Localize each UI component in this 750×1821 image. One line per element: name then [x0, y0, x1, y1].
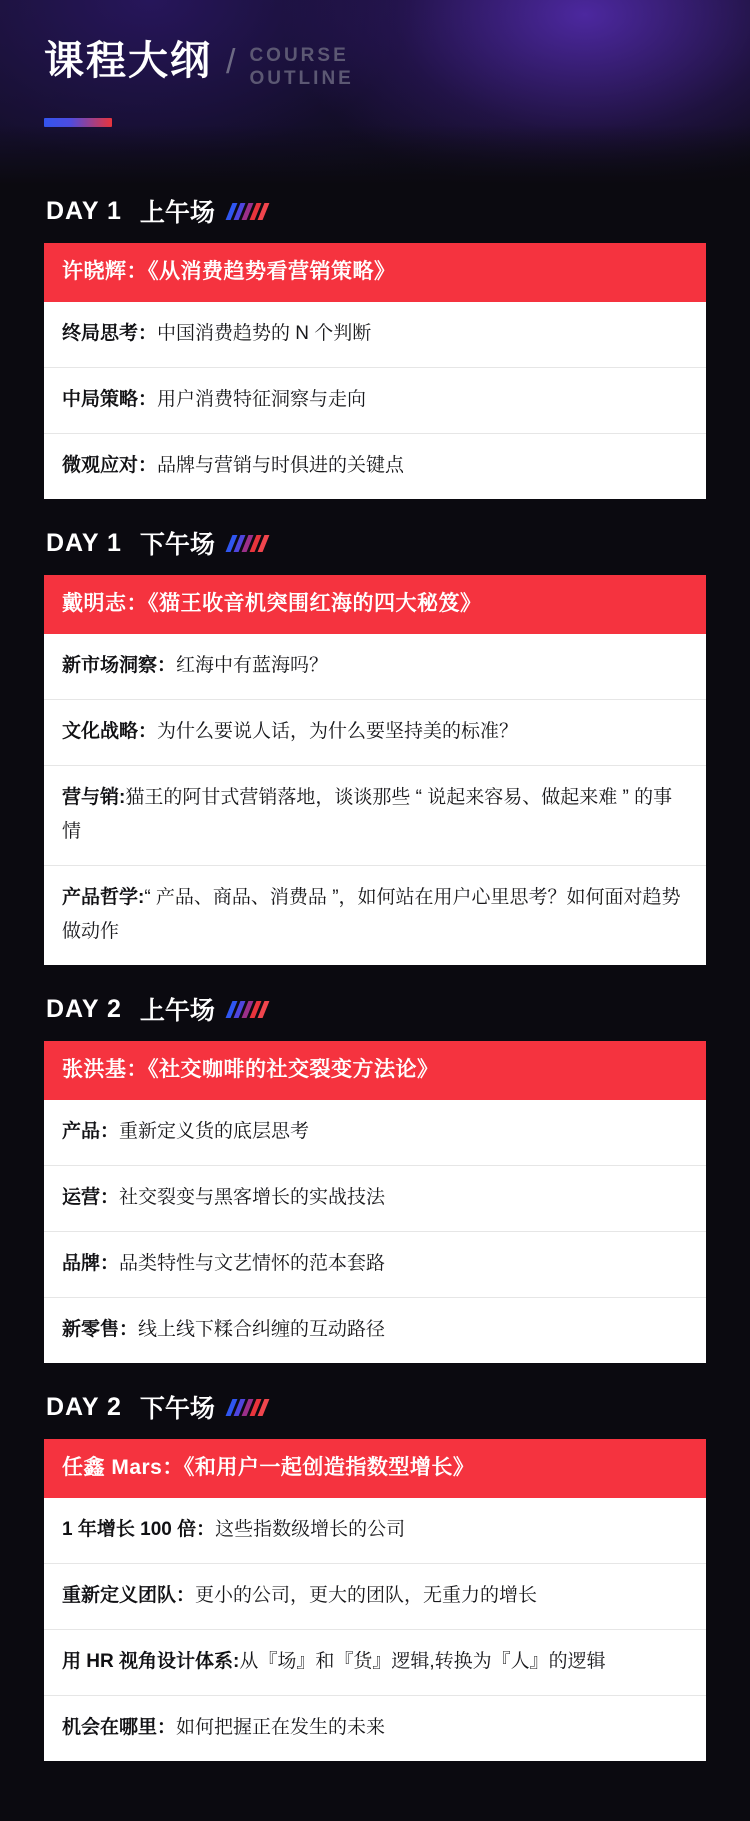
row-label: 新市场洞察： — [62, 655, 177, 676]
day-session: 下午场 — [139, 531, 215, 559]
row-text: “ 产品、商品、消费品 ”，如何站在用户心里思考？如何面对趋势做动作 — [62, 887, 681, 942]
day-heading — [44, 193, 706, 229]
row-label: 运营： — [62, 1187, 120, 1208]
outline-content — [0, 193, 750, 1821]
row-text: 重新定义货的底层思考 — [119, 1121, 310, 1142]
row-label: 中局策略： — [62, 389, 158, 410]
day-heading — [44, 525, 706, 561]
table-row — [44, 1232, 706, 1298]
row-label: 机会在哪里： — [62, 1717, 177, 1738]
row-text: 用户消费特征洞察与走向 — [157, 389, 367, 410]
page-title-english — [249, 38, 353, 90]
table-row — [44, 1630, 706, 1696]
table-row — [44, 1166, 706, 1232]
section-day1-morning — [44, 193, 706, 499]
page-header — [0, 0, 750, 185]
table-row — [44, 302, 706, 368]
table-row — [44, 1100, 706, 1166]
session-card — [44, 1439, 706, 1761]
header-title-group — [44, 38, 354, 90]
day-label: DAY 1 — [46, 528, 122, 557]
row-label: 文化战略： — [62, 721, 158, 742]
slash-accent-icon — [229, 202, 269, 220]
day-heading — [44, 991, 706, 1027]
row-label: 产品： — [62, 1121, 120, 1142]
table-row — [44, 634, 706, 700]
session-card-title: 戴明志：《猫王收音机突围红海的四大秘笈》 — [44, 575, 706, 634]
table-row — [44, 766, 706, 866]
row-label: 微观应对： — [62, 455, 158, 476]
title-underline-accent — [44, 118, 112, 127]
session-card-title: 张洪基：《社交咖啡的社交裂变方法论》 — [44, 1041, 706, 1100]
table-row — [44, 866, 706, 965]
title-english-line1: COURSE — [249, 45, 349, 66]
row-text: 社交裂变与黑客增长的实战技法 — [119, 1187, 386, 1208]
row-text: 为什么要说人话，为什么要坚持美的标准？ — [157, 721, 519, 742]
table-row — [44, 700, 706, 766]
table-row — [44, 1564, 706, 1630]
day-session: 上午场 — [139, 997, 215, 1025]
row-text: 中国消费趋势的 N 个判断 — [157, 323, 372, 344]
row-label: 重新定义团队： — [62, 1585, 196, 1606]
page-title: 课程大纲 — [44, 39, 212, 83]
row-label: 新零售： — [62, 1319, 139, 1340]
section-day1-afternoon — [44, 525, 706, 965]
row-text: 从『场』和『货』逻辑,转换为『人』的逻辑 — [239, 1651, 606, 1672]
day-label: DAY 2 — [46, 994, 122, 1023]
slash-accent-icon — [229, 534, 269, 552]
row-label: 终局思考： — [62, 323, 158, 344]
table-row — [44, 434, 706, 499]
table-row — [44, 1696, 706, 1761]
row-text: 品类特性与文艺情怀的范本套路 — [119, 1253, 386, 1274]
row-text: 这些指数级增长的公司 — [215, 1519, 406, 1540]
row-label: 1 年增长 100 倍： — [62, 1519, 216, 1540]
row-text: 线上线下糅合纠缠的互动路径 — [138, 1319, 386, 1340]
row-text: 品牌与营销与时俱进的关键点 — [157, 455, 405, 476]
table-row — [44, 1298, 706, 1363]
day-session: 上午场 — [139, 199, 215, 227]
table-row — [44, 1498, 706, 1564]
row-text: 更小的公司，更大的团队，无重力的增长 — [195, 1585, 538, 1606]
row-label: 营与销: — [62, 787, 126, 808]
table-row — [44, 368, 706, 434]
session-card-title: 许晓辉：《从消费趋势看营销策略》 — [44, 243, 706, 302]
section-day2-morning — [44, 991, 706, 1363]
row-text: 红海中有蓝海吗？ — [176, 655, 329, 676]
section-day2-afternoon — [44, 1389, 706, 1761]
row-text: 如何把握正在发生的未来 — [176, 1717, 386, 1738]
title-english-line2: OUTLINE — [249, 68, 354, 89]
slash-accent-icon — [229, 1000, 269, 1018]
session-card — [44, 1041, 706, 1363]
session-card — [44, 575, 706, 965]
slash-accent-icon — [229, 1398, 269, 1416]
day-label: DAY 2 — [46, 1392, 122, 1421]
row-text: 猫王的阿甘式营销落地，谈谈那些 “ 说起来容易、做起来难 ” 的事情 — [62, 787, 673, 842]
row-label: 用 HR 视角设计体系: — [62, 1651, 240, 1672]
day-label: DAY 1 — [46, 196, 122, 225]
row-label: 产品哲学: — [62, 887, 145, 908]
title-separator: / — [226, 43, 236, 81]
row-label: 品牌： — [62, 1253, 120, 1274]
session-card — [44, 243, 706, 499]
day-session: 下午场 — [139, 1395, 215, 1423]
session-card-title: 任鑫 Mars：《和用户一起创造指数型增长》 — [44, 1439, 706, 1498]
day-heading — [44, 1389, 706, 1425]
